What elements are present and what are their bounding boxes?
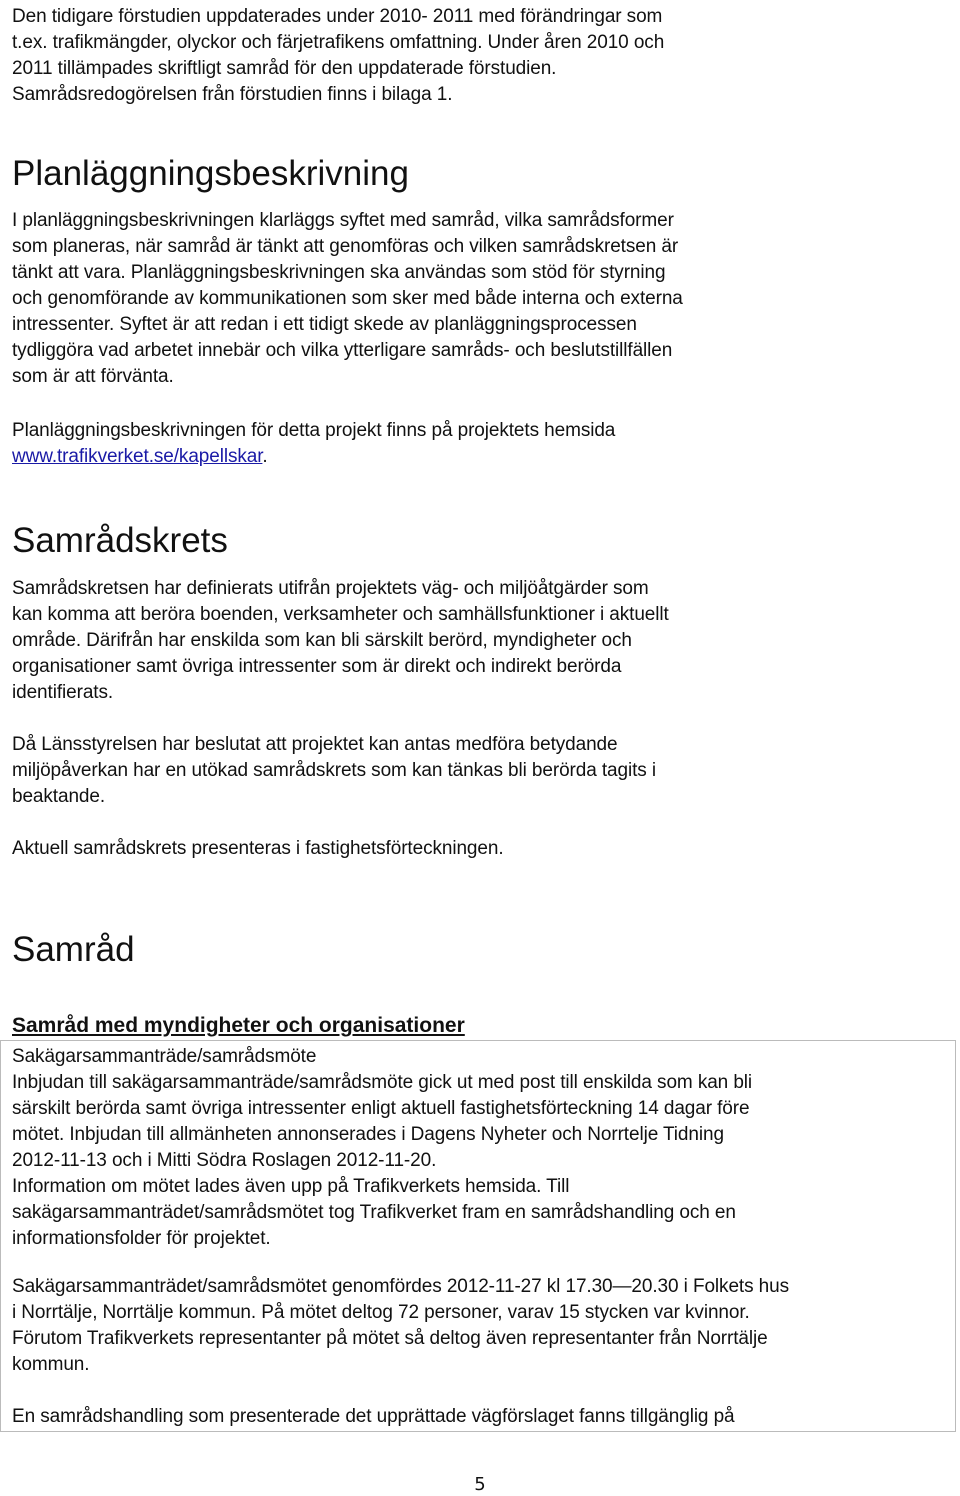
text-line: och genomförande av kommunikationen som sker med både interna och externa bbox=[12, 288, 683, 309]
samradskrets-paragraph-2 bbox=[12, 732, 942, 810]
text-line: särskilt berörda samt övriga intressenter enligt aktuell fastighetsförteckning 14 dagar före bbox=[12, 1098, 750, 1119]
section-heading-planlaggning: Planläggningsbeskrivning bbox=[12, 154, 409, 193]
text-line: identifierats. bbox=[12, 682, 114, 703]
text-line: som är att förvänta. bbox=[12, 366, 174, 387]
text-line: organisationer samt övriga intressenter som är direkt och indirekt berörda bbox=[12, 656, 622, 677]
text-line: i Norrtälje, Norrtälje kommun. På mötet deltog 72 personer, varav 15 stycken var kvinnor. bbox=[12, 1302, 750, 1323]
text-line: informationsfolder för projektet. bbox=[12, 1228, 271, 1249]
samradskrets-paragraph-3 bbox=[12, 836, 942, 862]
text-line: mötet. Inbjudan till allmänheten annonserades i Dagens Nyheter och Norrtelje Tidning bbox=[12, 1124, 724, 1145]
planlaggning-paragraph bbox=[12, 208, 942, 390]
text-line: t.ex. trafikmängder, olyckor och färjetrafikens omfattning. Under åren 2010 och bbox=[12, 32, 665, 53]
text-line: En samrådshandling som presenterade det upprättade vägförslaget fanns tillgänglig på bbox=[12, 1406, 735, 1427]
box-paragraph-1 bbox=[12, 1044, 942, 1252]
text-line: tydliggöra vad arbetet innebär och vilka ytterligare samråds- och beslutstillfällen bbox=[12, 340, 673, 361]
text-line: som planeras, när samråd är tänkt att genomföras och vilken samrådskretsen är bbox=[12, 236, 679, 257]
section-heading-samrad: Samråd bbox=[12, 930, 135, 969]
samradskrets-paragraph-1 bbox=[12, 576, 942, 706]
box-paragraph-3 bbox=[12, 1404, 942, 1430]
text-line: sakägarsammanträdet/samrådsmötet tog Trafikverket fram en samrådshandling och en bbox=[12, 1202, 736, 1223]
text-line: Planläggningsbeskrivningen för detta projekt finns på projektets hemsida bbox=[12, 420, 616, 441]
text-line: Den tidigare förstudien uppdaterades under 2010- 2011 med förändringar som bbox=[12, 6, 663, 27]
samrad-text-box bbox=[0, 1040, 956, 1432]
text-line: kan komma att beröra boenden, verksamheter och samhällsfunktioner i aktuellt bbox=[12, 604, 669, 625]
page-number: 5 bbox=[474, 1474, 486, 1495]
text-line: Information om mötet lades även upp på Trafikverkets hemsida. Till bbox=[12, 1176, 570, 1197]
link-suffix: . bbox=[262, 446, 268, 467]
text-line: Aktuell samrådskrets presenteras i fastighetsförteckningen. bbox=[12, 838, 504, 859]
text-line: beaktande. bbox=[12, 786, 106, 807]
text-line: kommun. bbox=[12, 1354, 90, 1375]
text-line: Samrådsredogörelsen från förstudien finns i bilaga 1. bbox=[12, 84, 453, 105]
intro-paragraph bbox=[12, 4, 942, 108]
text-line: Då Länsstyrelsen har beslutat att projektet kan antas medföra betydande bbox=[12, 734, 618, 755]
text-line: Inbjudan till sakägarsammanträde/samrådsmöte gick ut med post till enskilda som kan bli bbox=[12, 1072, 753, 1093]
text-line: 2011 tillämpades skriftligt samråd för den uppdaterade förstudien. bbox=[12, 58, 557, 79]
box-paragraph-2 bbox=[12, 1274, 942, 1378]
text-line: 2012-11-13 och i Mitti Södra Roslagen 2012-11-20. bbox=[12, 1150, 437, 1171]
text-line: intressenter. Syftet är att redan i ett tidigt skede av planläggningsprocessen bbox=[12, 314, 637, 335]
text-line: I planläggningsbeskrivningen klarläggs syftet med samråd, vilka samrådsformer bbox=[12, 210, 674, 231]
text-line: Förutom Trafikverkets representanter på mötet så deltog även representanter från Norrtälje bbox=[12, 1328, 768, 1349]
project-website-link[interactable]: www.trafikverket.se/kapellskar bbox=[12, 446, 263, 467]
text-line: område. Därifrån har enskilda som kan bli särskilt berörd, myndigheter och bbox=[12, 630, 632, 651]
text-line: tänkt att vara. Planläggningsbeskrivningen ska användas som stöd för styrning bbox=[12, 262, 666, 283]
text-line: Sakägarsammanträde/samrådsmöte bbox=[12, 1046, 317, 1067]
text-line: miljöpåverkan har en utökad samrådskrets som kan tänkas bli berörda tagits i bbox=[12, 760, 656, 781]
section-heading-samradskrets: Samrådskrets bbox=[12, 521, 228, 560]
text-line: Sakägarsammanträdet/samrådsmötet genomfördes 2012-11-27 kl 17.30—20.30 i Folkets hus bbox=[12, 1276, 790, 1297]
subheading-myndigheter: Samråd med myndigheter och organisationer bbox=[12, 1014, 465, 1037]
text-line bbox=[12, 444, 942, 470]
planlaggning-link-paragraph bbox=[12, 418, 942, 470]
text-line: Samrådskretsen har definierats utifrån projektets väg- och miljöåtgärder som bbox=[12, 578, 649, 599]
